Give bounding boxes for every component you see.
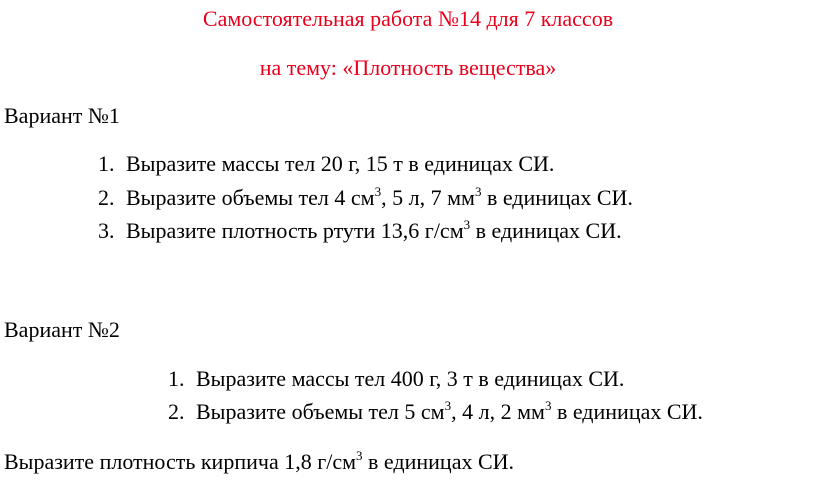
list-item-number: 1. [168,366,185,391]
list-item-text: в единицах СИ. [551,399,703,424]
list-item-text: Выразите массы тел 20 г, 15 т в единицах СИ. [126,151,555,176]
list-item [98,218,622,247]
list-item [98,185,633,214]
list-item [168,399,703,428]
list-item-number: 1. [98,151,115,176]
list-item-text: , 4 л, 2 мм [451,399,545,424]
list-item-number: 3. [98,218,115,243]
superscript: 3 [544,398,552,413]
list-item-number: 2. [168,399,185,424]
list-item-text: Выразите объемы тел 4 см [126,185,375,210]
variant-2-heading: Вариант №2 [4,317,120,342]
superscript: 3 [356,448,363,463]
list-item-text: , 5 л, 7 мм [381,185,475,210]
superscript: 3 [444,398,452,413]
superscript: 3 [463,217,471,232]
extra-task-text: Выразите плотность кирпича 1,8 г/см [4,449,357,474]
list-item-text: Выразите массы тел 400 г, 3 т в единицах СИ. [196,366,625,391]
list-item-text: в единицах СИ. [481,185,633,210]
list-item-text: Выразите плотность ртути 13,6 г/см [126,218,464,243]
list-item [168,366,624,392]
extra-task-text: в единицах СИ. [362,449,515,474]
superscript: 3 [474,184,482,199]
superscript: 3 [374,184,382,199]
list-item-text: Выразите объемы тел 5 см [196,399,445,424]
list-item-text: в единицах СИ. [470,218,622,243]
extra-task [4,449,514,478]
page-subtitle: на тему: «Плотность вещества» [259,55,557,80]
variant-1-heading: Вариант №1 [4,103,120,128]
page-title: Самостоятельная работа №14 для 7 классов [202,6,614,31]
list-item [98,151,554,177]
list-item-number: 2. [98,185,115,210]
